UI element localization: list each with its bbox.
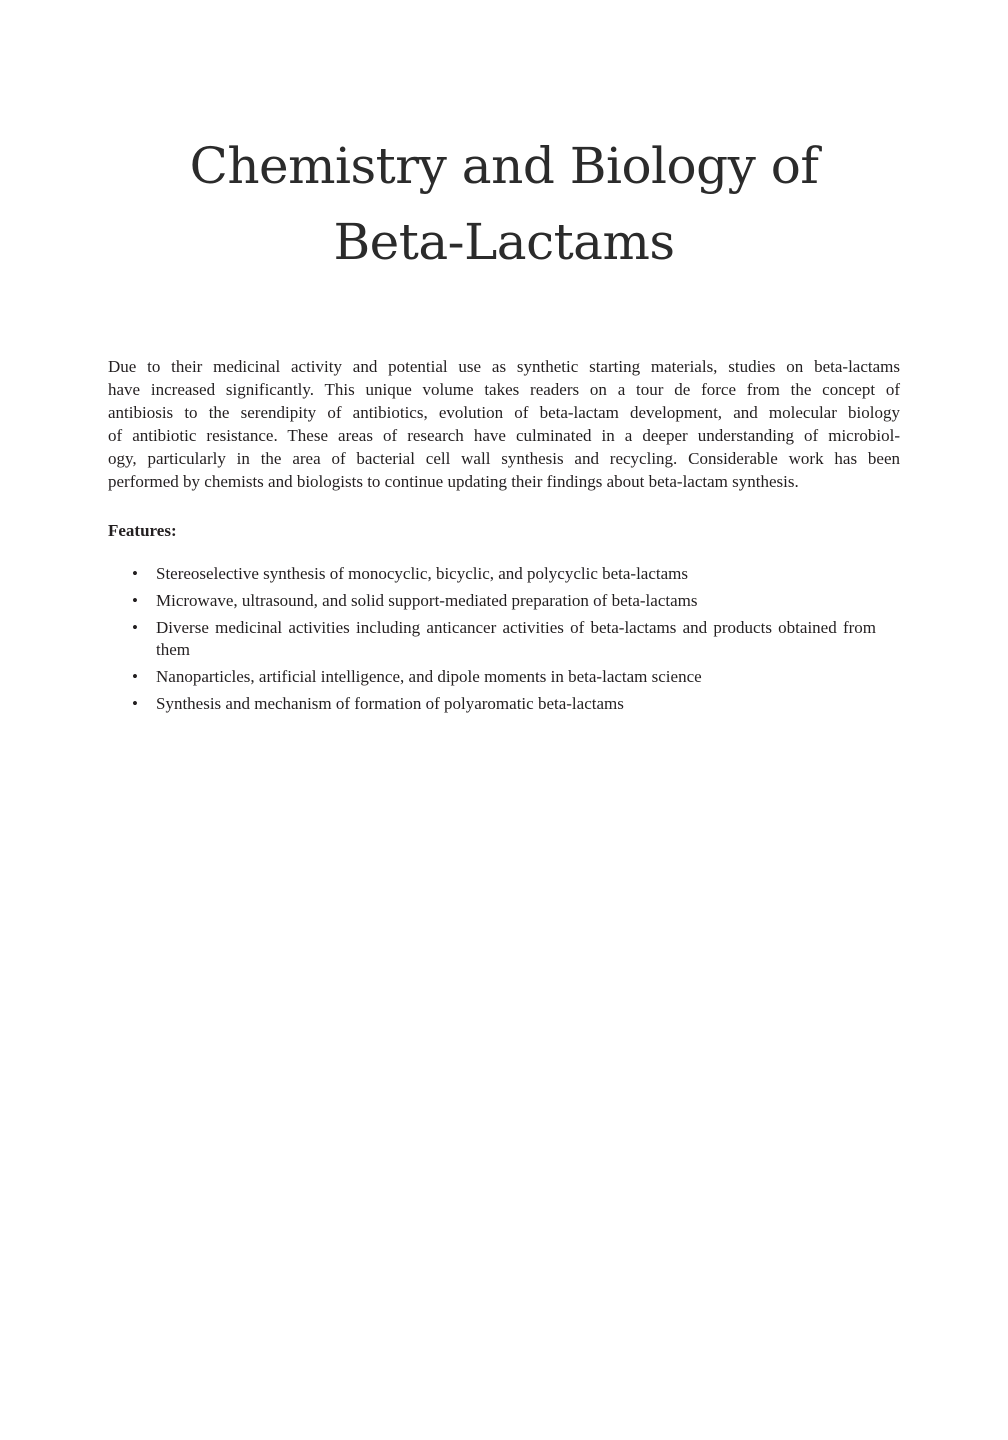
description-line: of antibiotic resistance. These areas of research have culminated in a deeper understanding of microbiol- — [108, 426, 900, 445]
title-line: Beta-Lactams — [333, 213, 675, 271]
description-line: have increased significantly. This unique volume takes readers on a tour de force from the concept of — [108, 380, 900, 399]
description-line: Due to their medicinal activity and potential use as synthetic starting materials, studies on beta-lactams — [108, 357, 900, 376]
description-line: antibiosis to the serendipity of antibiotics, evolution of beta-lactam development, and molecular biology — [108, 403, 900, 422]
feature-item: • Microwave, ultrasound, and solid support-mediated preparation of beta-lactams — [132, 591, 698, 610]
feature-item: • Synthesis and mechanism of formation of polyaromatic beta-lactams — [132, 694, 624, 713]
title-line: Chemistry and Biology of — [189, 137, 819, 195]
features-heading: Features: — [108, 521, 177, 540]
features-list — [108, 563, 876, 720]
book-title — [0, 128, 1008, 280]
description-paragraph — [108, 355, 900, 493]
bullet-icon: • — [132, 667, 138, 686]
description-line: ogy, particularly in the area of bacterial cell wall synthesis and recycling. Considerable work has been — [108, 449, 900, 468]
bullet-icon: • — [132, 591, 138, 610]
description-line: performed by chemists and biologists to continue updating their findings about beta-lactam synthesis. — [108, 472, 799, 491]
bullet-icon: • — [132, 618, 138, 637]
bullet-icon: • — [132, 694, 138, 713]
feature-item: • Stereoselective synthesis of monocyclic, bicyclic, and polycyclic beta-lactams — [132, 564, 689, 583]
feature-item: • Diverse medicinal activities including anticancer activities of beta-lactams and products obtained from them — [132, 618, 876, 659]
bullet-icon: • — [132, 564, 138, 583]
feature-item: • Nanoparticles, artificial intelligence, and dipole moments in beta-lactam science — [132, 667, 702, 686]
